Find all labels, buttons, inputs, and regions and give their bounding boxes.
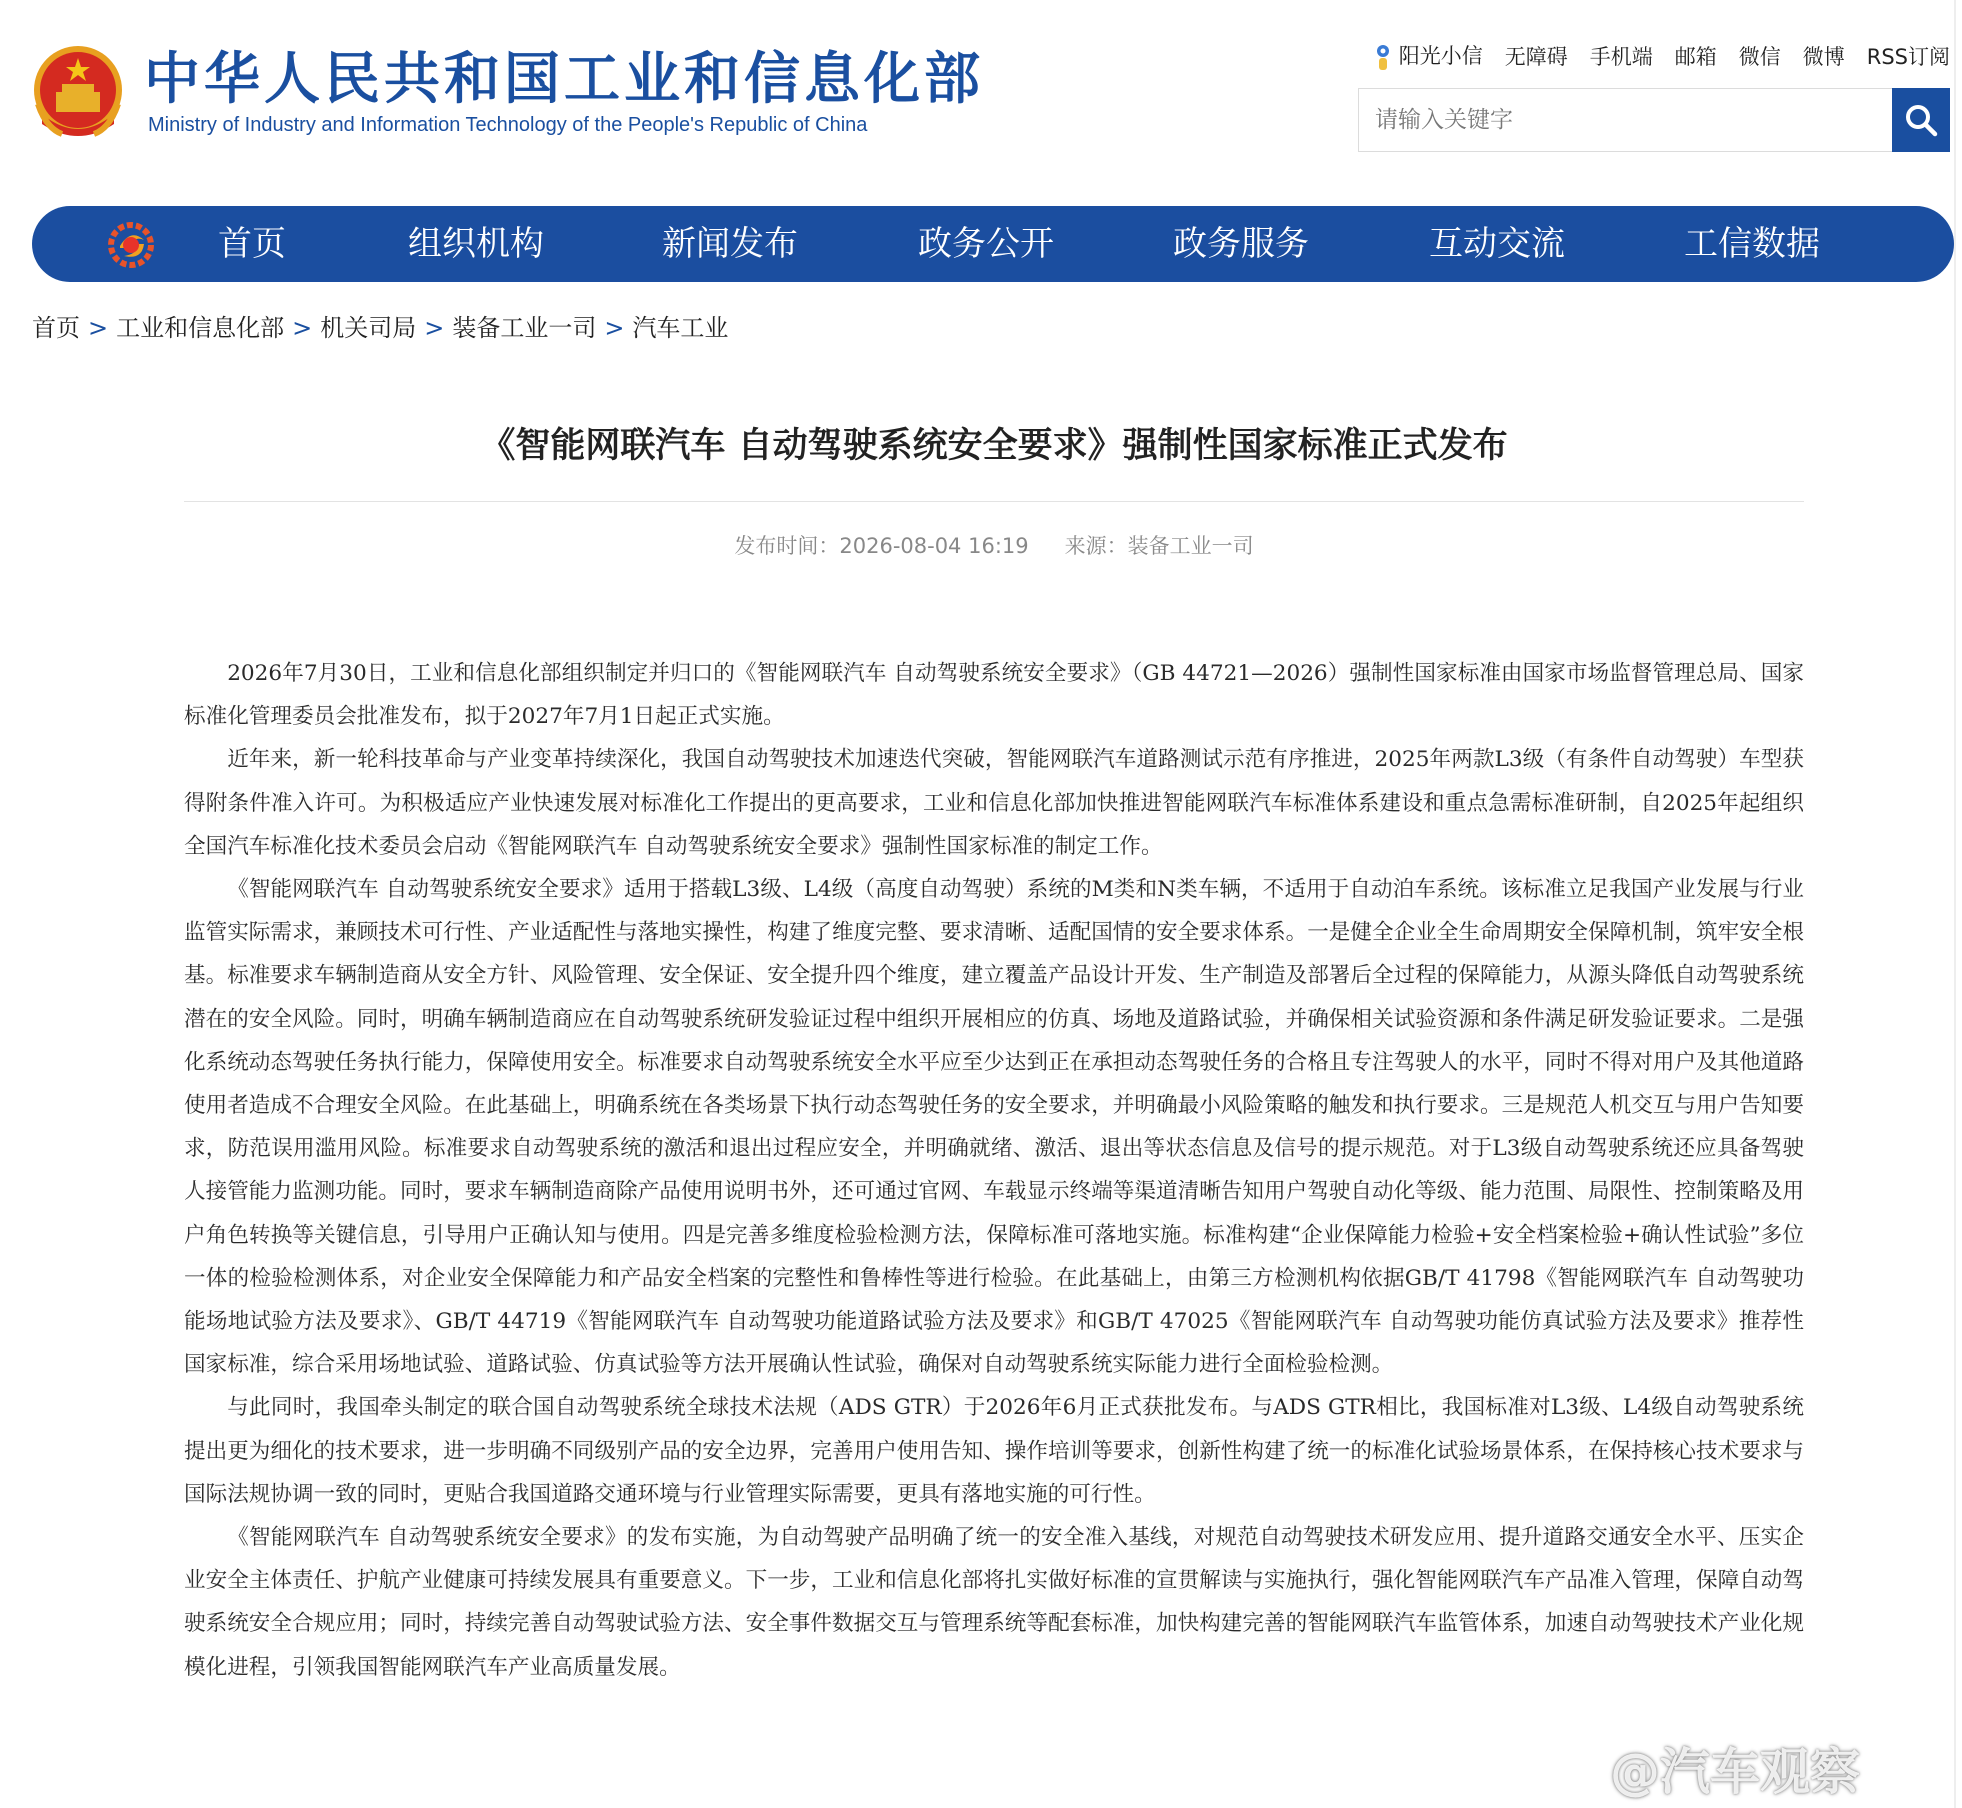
article-source: 来源：装备工业一司 — [1064, 534, 1254, 558]
search-icon — [1904, 103, 1938, 137]
article-paragraph: 2026年7月30日，工业和信息化部组织制定并归口的《智能网联汽车 自动驾驶系统安全要求》（GB 44721—2026）强制性国家标准由国家市场监督管理总局、国家标准化管理委员会批准发布，拟于2027年7月1日起正式实施。 — [184, 661, 1804, 730]
nav-item-home[interactable]: 首页 — [218, 224, 286, 264]
breadcrumb-auto-industry[interactable]: 汽车工业 — [632, 314, 729, 342]
national-emblem-icon — [32, 44, 124, 144]
breadcrumb-separator: > — [424, 314, 445, 342]
search-box — [1358, 88, 1950, 152]
breadcrumb-home[interactable]: 首页 — [32, 314, 80, 342]
title-divider — [184, 501, 1804, 502]
site-subtitle: Ministry of Industry and Information Technology of the People's Republic of China — [148, 114, 868, 136]
breadcrumb-separator: > — [88, 314, 109, 342]
article-paragraph: 近年来，新一轮科技革命与产业变革持续深化，我国自动驾驶技术加速迭代突破，智能网联汽车道路测试示范有序推进，2025年两款L3级（有条件自动驾驶）车型获得附条件准入许可。为积极适应产业快速发展对标准化工作提出的更高要求，工业和信息化部加快推进智能网联汽车标准体系建设和重点急需标准研制，自2025年起组织全国汽车标准化技术委员会启动《智能网联汽车 自动驾驶系统安全要求》强制性国家标准的制定工作。 — [184, 747, 1804, 859]
publish-time: 发布时间：2026-08-04 16:19 — [734, 534, 1029, 558]
watermark: @汽车观察 — [1610, 1743, 1860, 1801]
nav-item-government-affairs[interactable]: 政务公开 — [918, 224, 1054, 264]
page-edge-divider — [1954, 0, 1956, 1808]
article-paragraph: 《智能网联汽车 自动驾驶系统安全要求》适用于搭载L3级、L4级（高度自动驾驶）系统的M类和N类车辆，不适用于自动泊车系统。该标准立足我国产业发展与行业监管实际需求，兼顾技术可行性、产业适配性与落地实操性，构建了维度完整、要求清晰、适配国情的安全要求体系。一是健全企业全生命周期安全保障机制，筑牢安全根基。标准要求车辆制造商从安全方针、风险管理、安全保证、安全提升四个维度，建立覆盖产品设计开发、生产制造及部署后全过程的保障能力，从源头降低自动驾驶系统潜在的安全风险。同时，明确车辆制造商应在自动驾驶系统研发验证过程中组织开展相应的仿真、场地及道路试验，并确保相关试验资源和条件满足研发验证要求。二是强化系统动态驾驶任务执行能力，保障使用安全。标准要求自动驾驶系统安全水平应至少达到正在承担动态驾驶任务的合格且专注驾驶人的水平，同时不得对用户及其他道路使用者造成不合理安全风险。在此基础上，明确系统在各类场景下执行动态驾驶任务的安全要求，并明确最小风险策略的触发和执行要求。三是规范人机交互与用户告知要求，防范误用滥用风险。标准要求自动驾驶系统的激活和退出过程应安全，并明确就绪、激活、退出等状态信息及信号的提示规范。对于L3级自动驾驶系统还应具备驾驶人接管能力监测功能。同时，要求车辆制造商除产品使用说明书外，还可通过官网、车载显示终端等渠道清晰告知用户驾驶自动化等级、能力范围、局限性、控制策略及用户角色转换等关键信息，引导用户正确认知与使用。四是完善多维度检验检测方法，保障标准可落地实施。标准构建“企业保障能力检验+安全档案检验+确认性试验”多位一体的检验检测体系，对企业安全保障能力和产品安全档案的完整性和鲁棒性等进行检验。在此基础上，由第三方检测机构依据GB/T 41798《智能网联汽车 自动驾驶功能场地试验方法及要求》、GB/T 44719《智能网联汽车 自动驾驶功能道路试验方法及要求》和GB/T 47025《智能网联汽车 自动驾驶功能仿真试验方法及要求》推荐性国家标准，综合采用场地试验、道路试验、仿真试验等方法开展确认性试验，确保对自动驾驶系统实际能力进行全面检验检测。 — [184, 877, 1804, 1378]
breadcrumb-separator: > — [604, 314, 625, 342]
nav-item-government-services[interactable]: 政务服务 — [1173, 224, 1309, 264]
search-button[interactable] — [1892, 88, 1950, 152]
nav-item-data[interactable]: 工信数据 — [1684, 224, 1820, 264]
top-link-label: 阳光小信 — [1398, 44, 1483, 68]
article-title: 《智能网联汽车 自动驾驶系统安全要求》强制性国家标准正式发布 — [480, 426, 1508, 466]
top-links — [1373, 40, 1950, 72]
top-link-wechat[interactable]: 微信 — [1738, 45, 1781, 69]
top-link-mail[interactable]: 邮箱 — [1674, 45, 1717, 69]
article-paragraph: 《智能网联汽车 自动驾驶系统安全要求》的发布实施，为自动驾驶产品明确了统一的安全准入基线，对规范自动驾驶技术研发应用、提升道路交通安全水平、压实企业安全主体责任、护航产业健康可持续发展具有重要意义。下一步，工业和信息化部将扎实做好标准的宣贯解读与实施执行，强化智能网联汽车产品准入管理，保障自动驾驶系统安全合规应用；同时，持续完善自动驾驶试验方法、安全事件数据交互与管理系统等配套标准，加快构建完善的智能网联汽车监管体系，加速自动驾驶技术产业化规模化进程，引领我国智能网联汽车产业高质量发展。 — [184, 1525, 1804, 1680]
breadcrumb — [32, 308, 728, 343]
breadcrumb-equipment-dept[interactable]: 装备工业一司 — [452, 314, 597, 342]
top-link-weibo[interactable]: 微博 — [1802, 45, 1845, 69]
site-title: 中华人民共和国工业和信息化部 — [144, 47, 984, 112]
sunshine-icon — [1373, 42, 1393, 72]
article-paragraph: 与此同时，我国牵头制定的联合国自动驾驶系统全球技术法规（ADS GTR）于2026年6月正式获批发布。与ADS GTR相比，我国标准对L3级、L4级自动驾驶系统提出更为细化的技术要求，进一步明确不同级别产品的安全边界，完善用户使用告知、操作培训等要求，创新性构建了统一的标准化试验场景体系，在保持核心技术要求与国际法规协调一致的同时，更贴合我国道路交通环境与行业管理实际需要，更具有落地实施的可行性。 — [184, 1395, 1804, 1507]
nav-logo-icon[interactable] — [106, 220, 156, 270]
top-link-sunshine[interactable] — [1373, 40, 1483, 72]
nav-item-organization[interactable]: 组织机构 — [408, 224, 544, 264]
article-body — [184, 652, 1804, 1689]
top-link-accessibility[interactable]: 无障碍 — [1504, 45, 1568, 69]
search-input[interactable] — [1359, 89, 1889, 151]
top-link-mobile[interactable]: 手机端 — [1589, 45, 1653, 69]
main-nav — [32, 206, 1954, 282]
nav-item-interaction[interactable]: 互动交流 — [1429, 224, 1565, 264]
breadcrumb-miit[interactable]: 工业和信息化部 — [116, 314, 285, 342]
breadcrumb-departments[interactable]: 机关司局 — [320, 314, 417, 342]
nav-item-news[interactable]: 新闻发布 — [662, 224, 798, 264]
article-meta — [184, 530, 1804, 560]
top-link-rss[interactable]: RSS订阅 — [1866, 45, 1950, 69]
breadcrumb-separator: > — [292, 314, 313, 342]
